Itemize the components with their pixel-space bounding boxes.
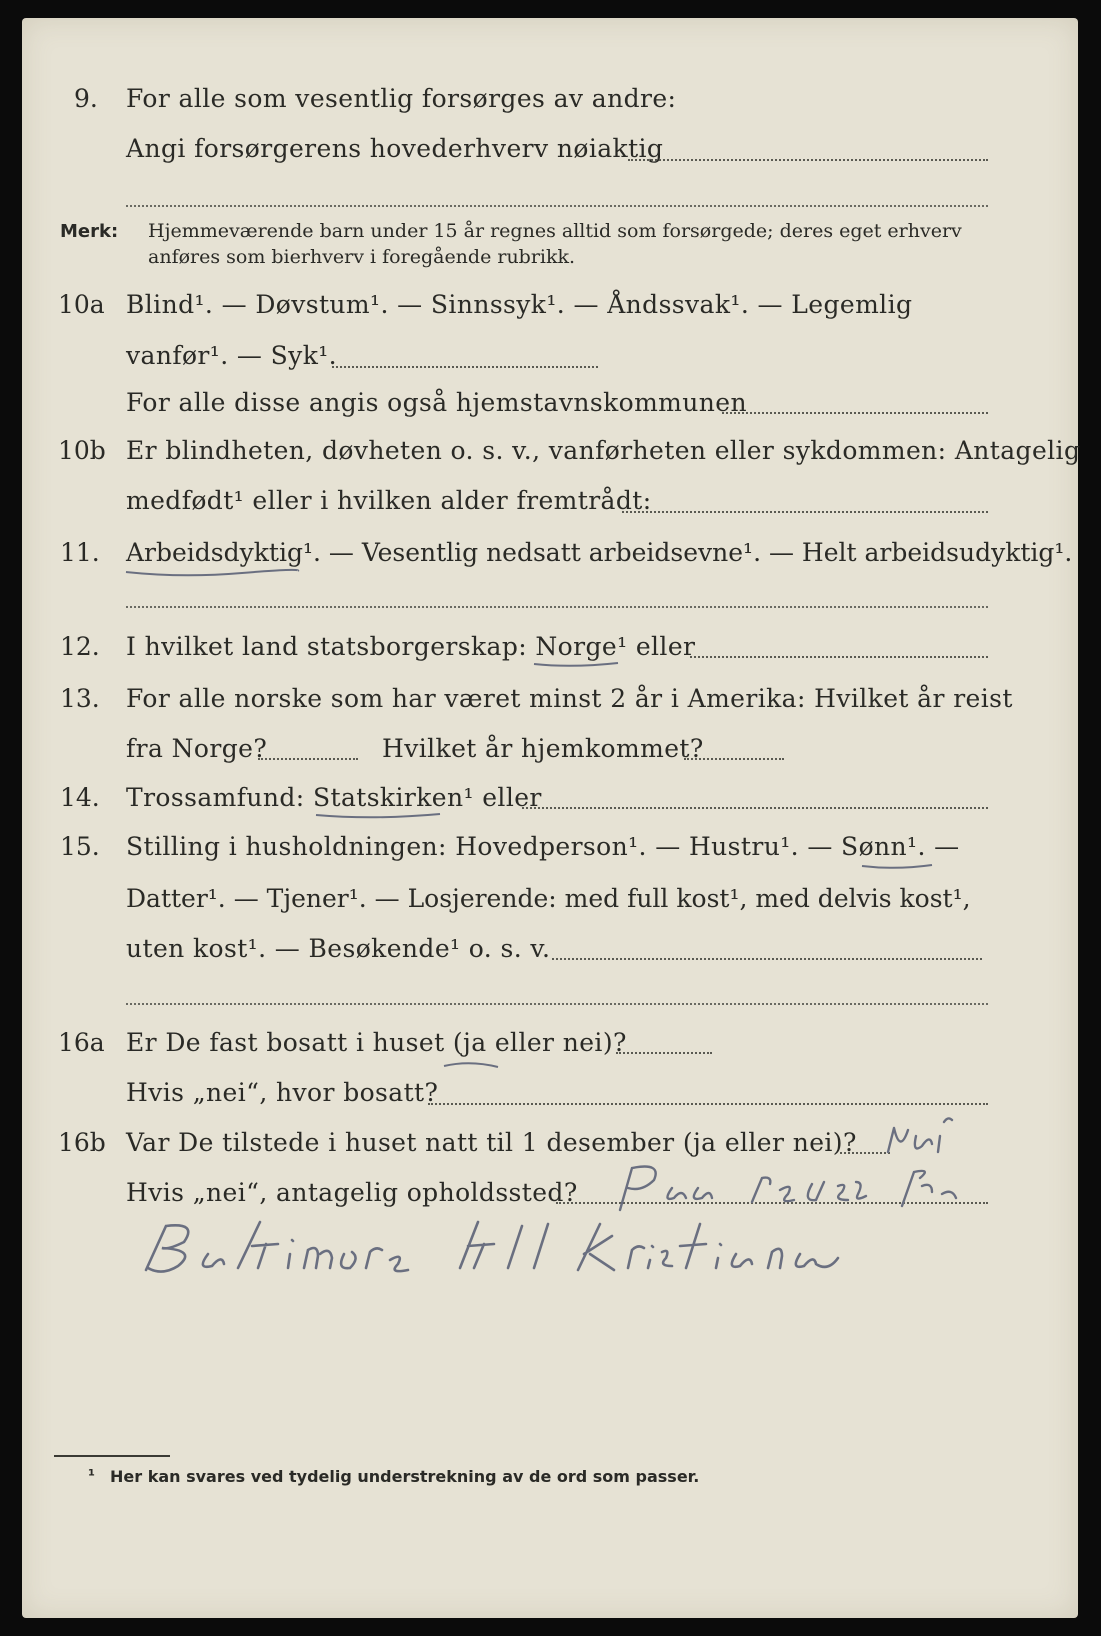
q15-underline-mark: [860, 860, 936, 872]
q16b-handwritten-paa-reise: [602, 1158, 1002, 1218]
merk-line2: anføres som bierhverv i foregående rubrikk.: [148, 246, 576, 268]
q12-underline-mark: [532, 658, 622, 670]
merk-line1: Hjemmeværende barn under 15 år regnes alltid som forsørgede; deres eget erhverv: [148, 220, 962, 242]
q16a-answer-line[interactable]: [616, 1052, 712, 1054]
q10a-answer-line[interactable]: [332, 366, 598, 368]
q11-answer-line[interactable]: [126, 606, 988, 608]
q12-number: 12.: [60, 632, 100, 661]
q11-underline-mark: [122, 566, 302, 580]
q10a-line3: For alle disse angis også hjemstavnskommunen: [126, 388, 747, 417]
footnote-rule: [54, 1455, 170, 1457]
q13-reist-line[interactable]: [258, 758, 358, 760]
q16a-line2: Hvis „nei“, hvor bosatt?: [126, 1078, 439, 1107]
q16a-number: 16a: [58, 1028, 105, 1057]
q12-answer-line[interactable]: [690, 656, 988, 658]
q16b-handwritten-baltimore-kristiania: [138, 1214, 1028, 1284]
footnote-mark: ¹: [88, 1466, 96, 1485]
q11-number: 11.: [60, 538, 100, 567]
q16a-bosatt-line[interactable]: [428, 1103, 988, 1105]
q9-answer-line-2[interactable]: [126, 205, 988, 207]
census-form-page: [22, 18, 1081, 1618]
q10b-answer-line[interactable]: [622, 511, 988, 513]
q9-line1: For alle som vesentlig forsørges av andre:: [126, 84, 677, 113]
q15-line2: Datter¹. — Tjener¹. — Losjerende: med full kost¹, med delvis kost¹,: [126, 884, 971, 913]
q14-number: 14.: [60, 783, 100, 812]
q13-number: 13.: [60, 684, 100, 713]
q14-underline-mark: [314, 810, 444, 822]
q13-hjemkommet-line[interactable]: [684, 758, 784, 760]
q10a-number: 10a: [58, 290, 105, 319]
q15-answer-line-2[interactable]: [126, 1003, 988, 1005]
q13-line1: For alle norske som har været minst 2 år i Amerika: Hvilket år reist: [126, 684, 1013, 713]
q15-number: 15.: [60, 832, 100, 861]
q10b-line1: Er blindheten, døvheten o. s. v., vanførheten eller sykdommen: Antagelig: [126, 436, 1081, 465]
q16a-underline-mark: [442, 1058, 502, 1072]
q11-line1: Arbeidsdyktig¹. — Vesentlig nedsatt arbeidsevne¹. — Helt arbeidsudyktig¹.: [126, 538, 1073, 567]
q12-line1: I hvilket land statsborgerskap: Norge¹ eller: [126, 632, 696, 661]
q9-line2: Angi forsørgerens hovederhverv nøiaktig: [126, 134, 664, 163]
footnote-text: Her kan svares ved tydelig understrekning av de ord som passer.: [110, 1467, 700, 1486]
q10a-hjemstavn-line[interactable]: [722, 412, 988, 414]
q10b-line2: medfødt¹ eller i hvilken alder fremtrådt:: [126, 486, 652, 515]
q14-line1: Trossamfund: Statskirken¹ eller: [126, 783, 542, 812]
q9-number: 9.: [74, 84, 98, 113]
q16b-handwritten-nei: [882, 1114, 972, 1160]
q10a-line2: vanfør¹. — Syk¹.: [126, 341, 338, 370]
q13-line2a: fra Norge?: [126, 734, 268, 763]
q16b-line1: Var De tilstede i huset natt til 1 desember (ja eller nei)?: [126, 1128, 857, 1157]
q15-line1: Stilling i husholdningen: Hovedperson¹. — Hustru¹. — Sønn¹. —: [126, 832, 960, 861]
q15-line3: uten kost¹. — Besøkende¹ o. s. v.: [126, 934, 551, 963]
merk-label: Merk:: [60, 221, 119, 242]
q14-answer-line[interactable]: [522, 807, 988, 809]
q16b-line2: Hvis „nei“, antagelig opholdssted?: [126, 1178, 578, 1207]
q13-line2b: Hvilket år hjemkommet?: [382, 734, 704, 763]
q15-answer-line[interactable]: [552, 958, 982, 960]
q10b-number: 10b: [58, 436, 106, 465]
q16a-line1: Er De fast bosatt i huset (ja eller nei)?: [126, 1028, 627, 1057]
q10a-line1: Blind¹. — Døvstum¹. — Sinnssyk¹. — Åndssvak¹. — Legemlig: [126, 290, 913, 319]
q9-answer-line[interactable]: [628, 159, 988, 161]
q16b-number: 16b: [58, 1128, 106, 1157]
